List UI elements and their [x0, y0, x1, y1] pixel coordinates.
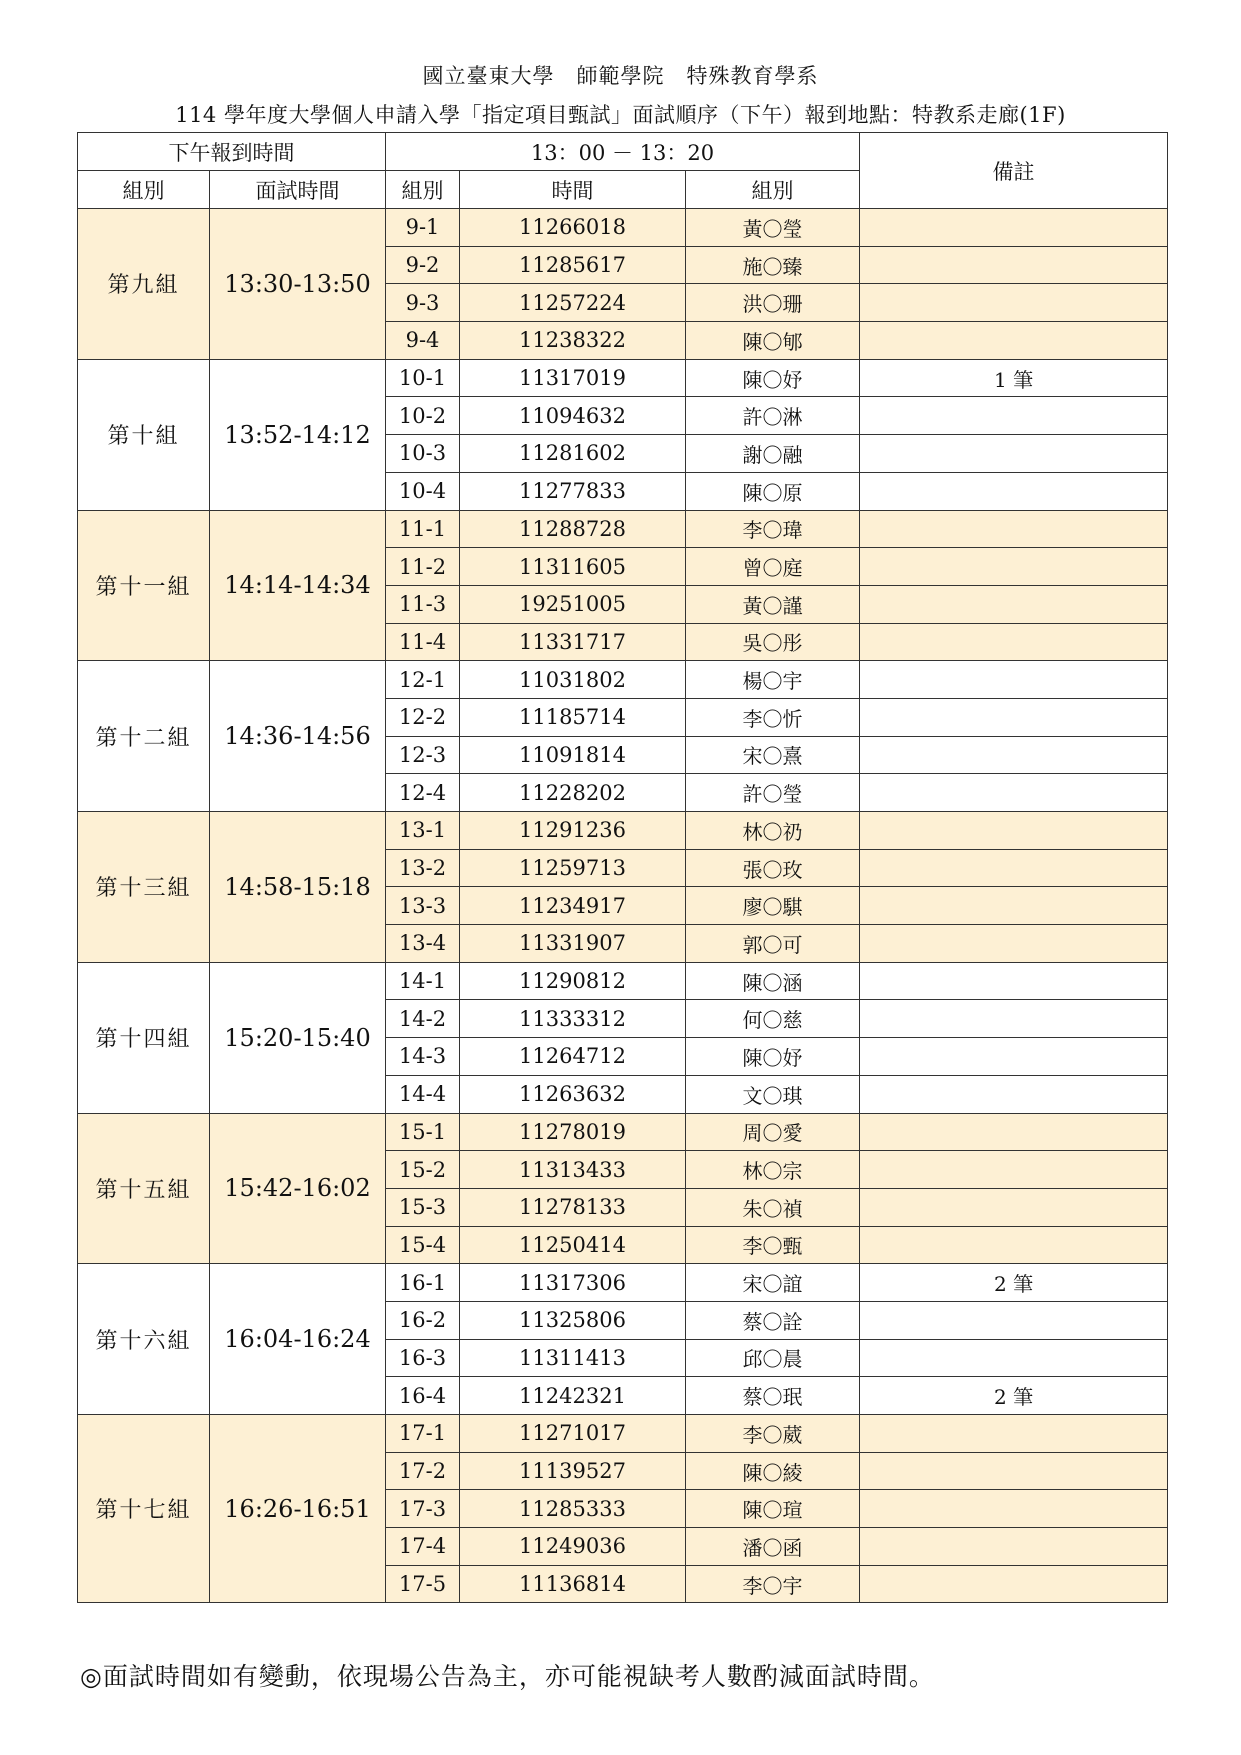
row-id: 9-4: [386, 322, 460, 360]
row-code: 11139527: [460, 1452, 686, 1490]
row-id: 17-1: [386, 1415, 460, 1453]
row-name: 張〇玫: [686, 849, 860, 887]
row-note: [860, 1339, 1168, 1377]
row-name: 洪〇珊: [686, 284, 860, 322]
row-note: [860, 1038, 1168, 1076]
row-note: [860, 397, 1168, 435]
row-name: 郭〇可: [686, 925, 860, 963]
document-title: 國立臺東大學 師範學院 特殊教育學系: [422, 64, 819, 88]
group-block: [78, 1415, 1168, 1603]
row-id: 13-2: [386, 849, 460, 887]
row-note: [860, 962, 1168, 1000]
row-id: 9-2: [386, 246, 460, 284]
row-note: [860, 246, 1168, 284]
row-code: 19251005: [460, 585, 686, 623]
row-code: 11281602: [460, 435, 686, 473]
document-subtitle: 114 學年度大學個人申請入學「指定項目甄試」面試順序（下午）報到地點：特教系走廊(1F): [175, 103, 1066, 127]
col-header-time: 時間: [460, 171, 686, 209]
row-name: 陳〇郇: [686, 322, 860, 360]
row-code: 11250414: [460, 1226, 686, 1264]
table-row: [78, 209, 1168, 247]
row-id: 11-4: [386, 623, 460, 661]
group-interview-time: 13:52-14:12: [210, 359, 386, 510]
group-name: 第十三組: [78, 812, 210, 963]
row-code: 11263632: [460, 1075, 686, 1113]
group-interview-time: 15:20-15:40: [210, 962, 386, 1113]
row-code: 11094632: [460, 397, 686, 435]
row-id: 11-2: [386, 548, 460, 586]
row-note: 1 筆: [860, 359, 1168, 397]
row-name: 楊〇宇: [686, 661, 860, 699]
row-note: [860, 284, 1168, 322]
col-header-sub-group: 組別: [386, 171, 460, 209]
row-note: [860, 435, 1168, 473]
group-block: [78, 812, 1168, 963]
row-code: 11288728: [460, 510, 686, 548]
row-code: 11185714: [460, 698, 686, 736]
row-name: 廖〇騏: [686, 887, 860, 925]
row-name: 李〇瑋: [686, 510, 860, 548]
row-id: 13-4: [386, 925, 460, 963]
row-id: 17-3: [386, 1490, 460, 1528]
row-note: [860, 1528, 1168, 1566]
group-interview-time: 16:26-16:51: [210, 1415, 386, 1603]
table-row: [78, 1264, 1168, 1302]
checkin-label: 下午報到時間: [78, 133, 386, 171]
group-name: 第十五組: [78, 1113, 210, 1264]
row-name: 陳〇瑄: [686, 1490, 860, 1528]
row-code: 11290812: [460, 962, 686, 1000]
row-note: [860, 1452, 1168, 1490]
row-note: [860, 1188, 1168, 1226]
row-name: 許〇瑩: [686, 774, 860, 812]
group-name: 第十七組: [78, 1415, 210, 1603]
row-code: 11317306: [460, 1264, 686, 1302]
row-note: [860, 925, 1168, 963]
row-code: 11311413: [460, 1339, 686, 1377]
row-code: 11266018: [460, 209, 686, 247]
col-header-name: 組別: [686, 171, 860, 209]
row-name: 陳〇原: [686, 472, 860, 510]
row-id: 12-4: [386, 774, 460, 812]
row-note: [860, 623, 1168, 661]
row-name: 邱〇晨: [686, 1339, 860, 1377]
group-name: 第十六組: [78, 1264, 210, 1415]
row-code: 11136814: [460, 1565, 686, 1603]
row-note: [860, 736, 1168, 774]
group-name: 第十一組: [78, 510, 210, 661]
row-name: 蔡〇珉: [686, 1377, 860, 1415]
row-name: 施〇臻: [686, 246, 860, 284]
group-block: [78, 1264, 1168, 1415]
row-id: 16-4: [386, 1377, 460, 1415]
row-code: 11271017: [460, 1415, 686, 1453]
row-id: 9-3: [386, 284, 460, 322]
row-id: 13-1: [386, 812, 460, 850]
row-name: 陳〇涵: [686, 962, 860, 1000]
row-note: [860, 1113, 1168, 1151]
row-id: 14-1: [386, 962, 460, 1000]
row-id: 12-1: [386, 661, 460, 699]
group-interview-time: 16:04-16:24: [210, 1264, 386, 1415]
row-code: 11238322: [460, 322, 686, 360]
row-note: [860, 812, 1168, 850]
row-note: 2 筆: [860, 1264, 1168, 1302]
row-note: [860, 1415, 1168, 1453]
row-code: 11331717: [460, 623, 686, 661]
table-row: [78, 1113, 1168, 1151]
row-id: 16-1: [386, 1264, 460, 1302]
group-interview-time: 15:42-16:02: [210, 1113, 386, 1264]
group-name: 第十二組: [78, 661, 210, 812]
row-id: 12-2: [386, 698, 460, 736]
row-note: [860, 510, 1168, 548]
checkin-time: 13：00 － 13：20: [386, 133, 860, 171]
row-code: 11031802: [460, 661, 686, 699]
row-code: 11277833: [460, 472, 686, 510]
row-name: 宋〇誼: [686, 1264, 860, 1302]
col-header-interview-time: 面試時間: [210, 171, 386, 209]
row-id: 14-4: [386, 1075, 460, 1113]
row-note: [860, 774, 1168, 812]
col-header-group: 組別: [78, 171, 210, 209]
row-note: [860, 1565, 1168, 1603]
row-note: 2 筆: [860, 1377, 1168, 1415]
row-code: 11264712: [460, 1038, 686, 1076]
row-id: 14-2: [386, 1000, 460, 1038]
row-id: 14-3: [386, 1038, 460, 1076]
row-code: 11331907: [460, 925, 686, 963]
row-code: 11325806: [460, 1301, 686, 1339]
row-note: [860, 887, 1168, 925]
table-row: [78, 510, 1168, 548]
row-id: 10-1: [386, 359, 460, 397]
row-code: 11249036: [460, 1528, 686, 1566]
row-note: [860, 1000, 1168, 1038]
row-code: 11091814: [460, 736, 686, 774]
row-id: 11-3: [386, 585, 460, 623]
row-name: 黃〇瑩: [686, 209, 860, 247]
row-name: 蔡〇詮: [686, 1301, 860, 1339]
row-note: [860, 1226, 1168, 1264]
row-name: 林〇礽: [686, 812, 860, 850]
row-name: 李〇宇: [686, 1565, 860, 1603]
row-name: 黃〇謹: [686, 585, 860, 623]
row-code: 11291236: [460, 812, 686, 850]
table-row: [78, 1415, 1168, 1453]
row-note: [860, 548, 1168, 586]
row-id: 11-1: [386, 510, 460, 548]
row-note: [860, 849, 1168, 887]
row-note: [860, 1301, 1168, 1339]
group-interview-time: 14:14-14:34: [210, 510, 386, 661]
row-name: 李〇甄: [686, 1226, 860, 1264]
group-block: [78, 661, 1168, 812]
checkin-header-row: [78, 133, 1168, 171]
row-code: 11259713: [460, 849, 686, 887]
row-code: 11317019: [460, 359, 686, 397]
row-name: 陳〇妤: [686, 359, 860, 397]
row-id: 17-5: [386, 1565, 460, 1603]
row-name: 李〇葳: [686, 1415, 860, 1453]
row-id: 10-2: [386, 397, 460, 435]
row-note: [860, 1490, 1168, 1528]
row-name: 許〇淋: [686, 397, 860, 435]
row-name: 陳〇綾: [686, 1452, 860, 1490]
row-id: 9-1: [386, 209, 460, 247]
row-id: 15-2: [386, 1151, 460, 1189]
table-row: [78, 812, 1168, 850]
row-code: 11278133: [460, 1188, 686, 1226]
row-name: 宋〇熹: [686, 736, 860, 774]
row-id: 16-3: [386, 1339, 460, 1377]
row-id: 16-2: [386, 1301, 460, 1339]
row-name: 謝〇融: [686, 435, 860, 473]
row-note: [860, 322, 1168, 360]
row-name: 陳〇妤: [686, 1038, 860, 1076]
remarks-header: 備註: [860, 133, 1168, 209]
row-code: 11311605: [460, 548, 686, 586]
row-name: 潘〇函: [686, 1528, 860, 1566]
row-id: 15-3: [386, 1188, 460, 1226]
row-id: 12-3: [386, 736, 460, 774]
row-id: 17-2: [386, 1452, 460, 1490]
group-block: [78, 962, 1168, 1113]
row-id: 15-1: [386, 1113, 460, 1151]
group-interview-time: 14:36-14:56: [210, 661, 386, 812]
group-name: 第九組: [78, 209, 210, 360]
row-name: 周〇愛: [686, 1113, 860, 1151]
row-code: 11228202: [460, 774, 686, 812]
row-name: 朱〇禎: [686, 1188, 860, 1226]
group-interview-time: 14:58-15:18: [210, 812, 386, 963]
row-name: 曾〇庭: [686, 548, 860, 586]
row-name: 林〇宗: [686, 1151, 860, 1189]
row-note: [860, 698, 1168, 736]
row-code: 11242321: [460, 1377, 686, 1415]
group-block: [78, 209, 1168, 360]
group-name: 第十組: [78, 359, 210, 510]
row-note: [860, 472, 1168, 510]
row-note: [860, 1151, 1168, 1189]
row-code: 11285333: [460, 1490, 686, 1528]
table-row: [78, 661, 1168, 699]
row-note: [860, 209, 1168, 247]
row-code: 11234917: [460, 887, 686, 925]
group-block: [78, 510, 1168, 661]
row-code: 11257224: [460, 284, 686, 322]
row-name: 吳〇彤: [686, 623, 860, 661]
row-name: 李〇忻: [686, 698, 860, 736]
row-name: 何〇慈: [686, 1000, 860, 1038]
row-note: [860, 1075, 1168, 1113]
row-id: 15-4: [386, 1226, 460, 1264]
row-id: 10-3: [386, 435, 460, 473]
row-id: 17-4: [386, 1528, 460, 1566]
row-note: [860, 585, 1168, 623]
row-name: 文〇琪: [686, 1075, 860, 1113]
table-row: [78, 962, 1168, 1000]
row-note: [860, 661, 1168, 699]
interview-schedule-table: [77, 132, 1168, 1603]
row-id: 13-3: [386, 887, 460, 925]
row-code: 11313433: [460, 1151, 686, 1189]
row-id: 10-4: [386, 472, 460, 510]
row-code: 11333312: [460, 1000, 686, 1038]
footnote: ◎面試時間如有變動，依現場公告為主，亦可能視缺考人數酌減面試時間。: [80, 1662, 935, 1691]
row-code: 11278019: [460, 1113, 686, 1151]
group-interview-time: 13:30-13:50: [210, 209, 386, 360]
group-block: [78, 359, 1168, 510]
row-code: 11285617: [460, 246, 686, 284]
group-name: 第十四組: [78, 962, 210, 1113]
table-row: [78, 359, 1168, 397]
group-block: [78, 1113, 1168, 1264]
